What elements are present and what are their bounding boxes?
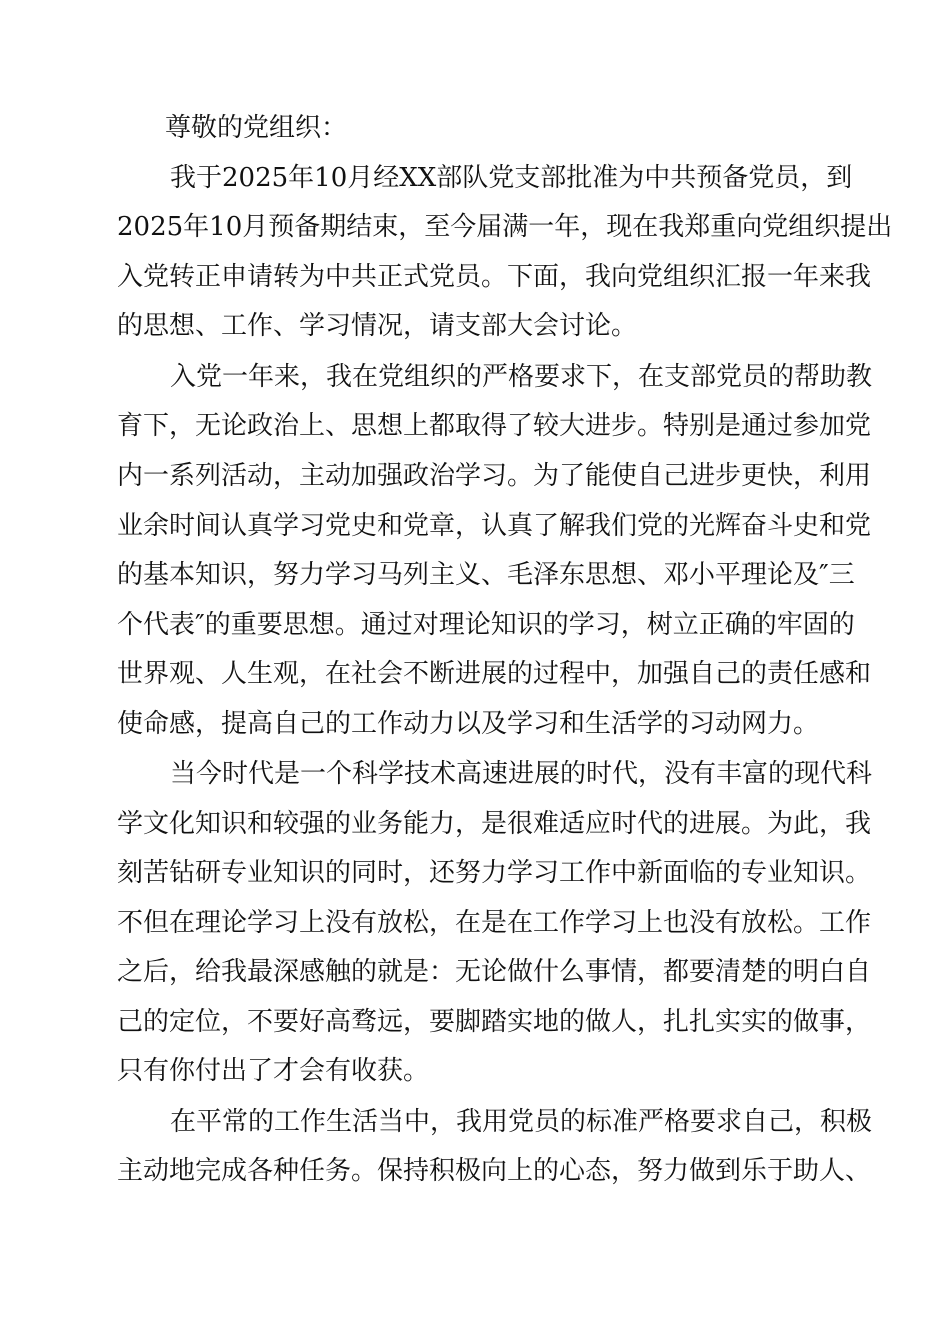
paragraph-3-line-5: 之后，给我最深感触的就是：无论做什么事情，都要清楚的明白自 — [117, 957, 872, 987]
paragraph-3-line-7: 只有你付出了才会有收获。 — [117, 1056, 430, 1086]
paragraph-2-line-8: 使命感，提高自己的工作动力以及学习和生活学的习动网力。 — [117, 709, 820, 739]
paragraph-3-line-1: 当今时代是一个科学技术高速进展的时代，没有丰富的现代科 — [170, 759, 873, 789]
paragraph-1-line-1: 我于2025年10月经XX部队党支部批准为中共预备党员，到 — [170, 163, 853, 193]
paragraph-3-line-3: 刻苦钻研专业知识的同时，还努力学习工作中新面临的专业知识。 — [117, 858, 872, 888]
paragraph-3-line-4: 不但在理论学习上没有放松，在是在工作学习上也没有放松。工作 — [117, 908, 872, 938]
paragraph-2-line-7: 世界观、人生观，在社会不断进展的过程中，加强自己的责任感和 — [117, 659, 872, 689]
paragraph-2-line-4: 业余时间认真学习党史和党章，认真了解我们党的光辉奋斗史和党 — [117, 511, 872, 541]
paragraph-1-line-4: 的思想、工作、学习情况，请支部大会讨论。 — [117, 311, 638, 341]
paragraph-2-line-5: 的基本知识，努力学习马列主义、毛泽东思想、邓小平理论及″三 — [117, 560, 855, 590]
paragraph-2-line-2: 育下，无论政治上、思想上都取得了较大进步。特别是通过参加党 — [117, 411, 872, 441]
paragraph-4-line-1: 在平常的工作生活当中，我用党员的标准严格要求自己，积极 — [170, 1107, 873, 1137]
salutation: 尊敬的党组织： — [165, 113, 348, 143]
paragraph-3-line-6: 己的定位，不要好高骛远，要脚踏实地的做人，扎扎实实的做事， — [117, 1007, 872, 1037]
paragraph-2-line-1: 入党一年来，我在党组织的严格要求下，在支部党员的帮助教 — [170, 362, 873, 392]
paragraph-2-line-6: 个代表″的重要思想。通过对理论知识的学习，树立正确的牢固的 — [117, 610, 855, 640]
paragraph-1-line-2: 2025年10月预备期结束，至今届满一年，现在我郑重向党组织提出 — [117, 212, 893, 242]
paragraph-3-line-2: 学文化知识和较强的业务能力，是很难适应时代的进展。为此，我 — [117, 809, 872, 839]
paragraph-2-line-3: 内一系列活动，主动加强政治学习。为了能使自己进步更快，利用 — [117, 461, 872, 491]
paragraph-1-line-3: 入党转正申请转为中共正式党员。下面，我向党组织汇报一年来我 — [117, 262, 872, 292]
paragraph-4-line-2: 主动地完成各种任务。保持积极向上的心态，努力做到乐于助人、 — [117, 1156, 872, 1186]
